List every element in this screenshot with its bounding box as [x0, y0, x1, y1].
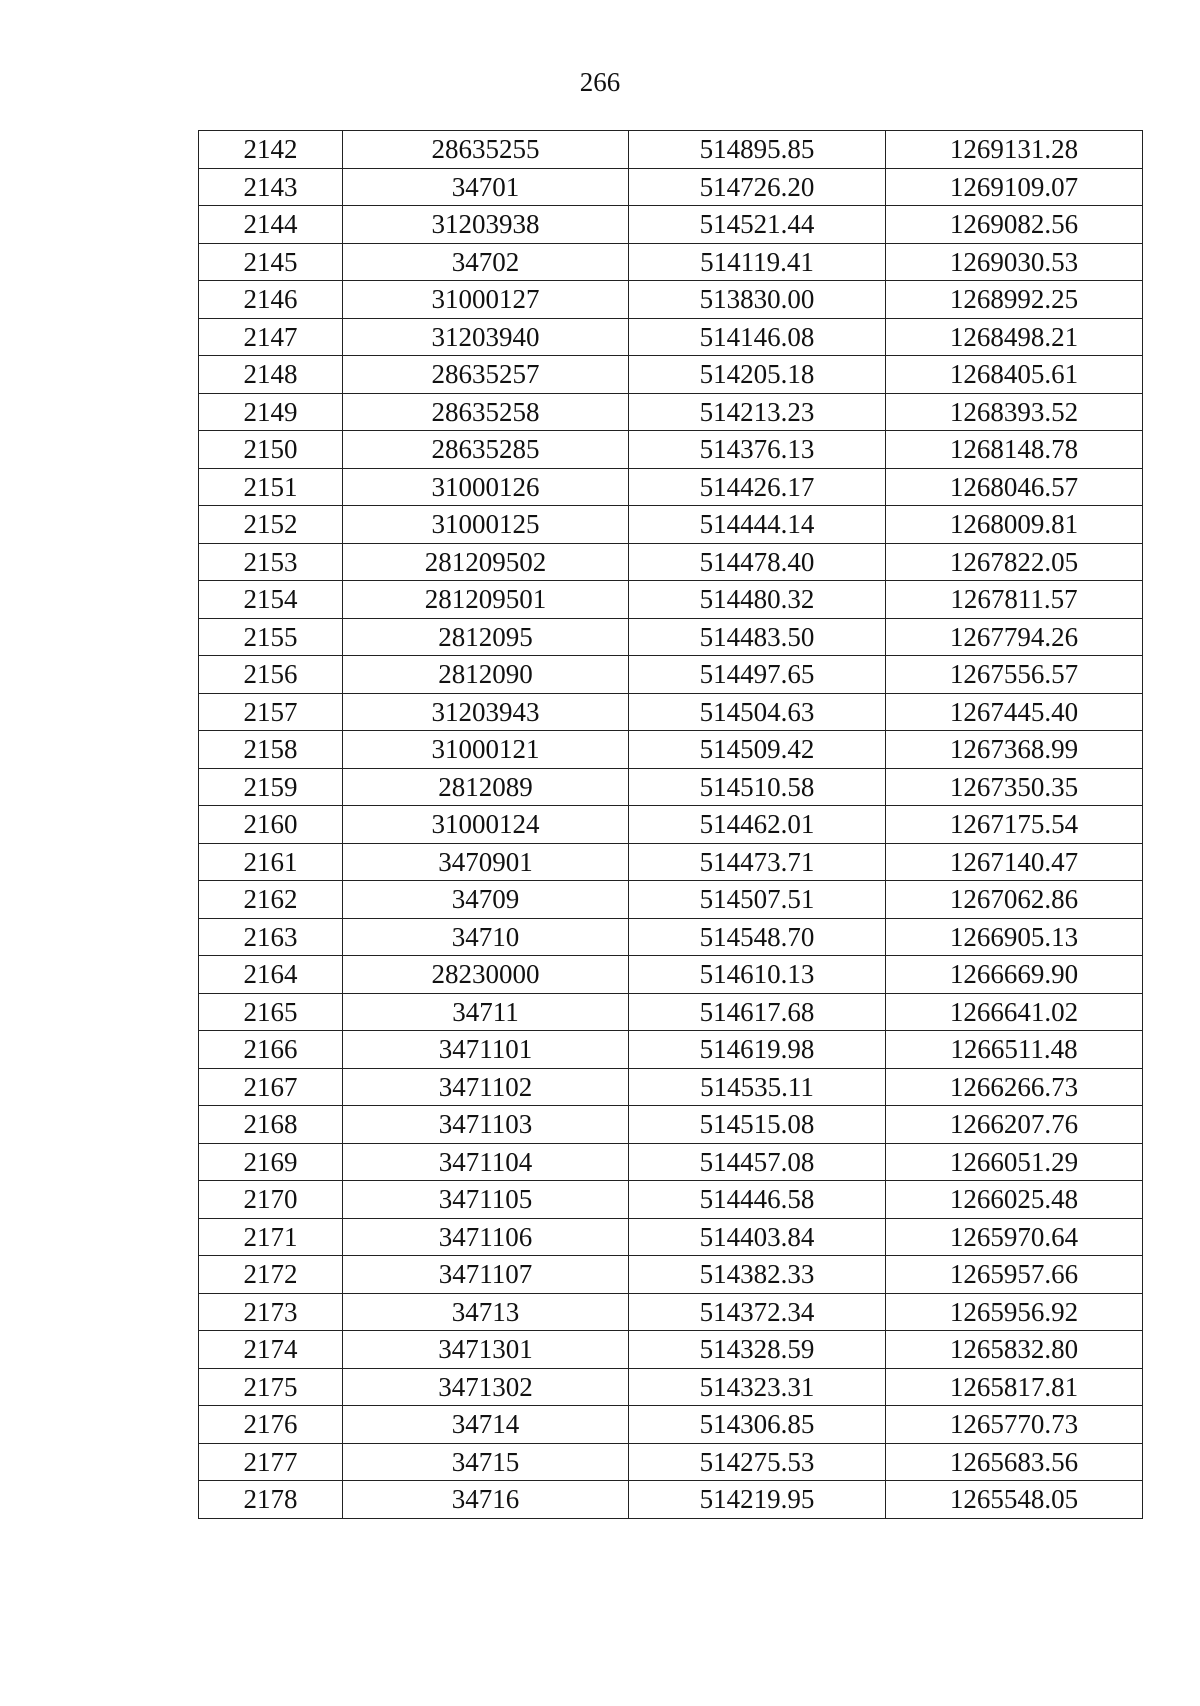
coordinates-table	[198, 130, 1143, 1519]
x-coordinate-cell: 514426.17	[629, 468, 886, 506]
y-coordinate-cell: 1267556.57	[886, 656, 1143, 694]
point-number-cell: 2142	[199, 131, 343, 169]
table-row	[199, 468, 1143, 506]
point-number-cell: 2162	[199, 881, 343, 919]
point-code-cell: 31000126	[343, 468, 629, 506]
x-coordinate-cell: 514403.84	[629, 1218, 886, 1256]
x-coordinate-cell: 514119.41	[629, 243, 886, 281]
y-coordinate-cell: 1265683.56	[886, 1443, 1143, 1481]
table-row	[199, 1406, 1143, 1444]
point-code-cell: 3471101	[343, 1031, 629, 1069]
x-coordinate-cell: 514376.13	[629, 431, 886, 469]
point-number-cell: 2151	[199, 468, 343, 506]
table-row	[199, 1106, 1143, 1144]
point-number-cell: 2149	[199, 393, 343, 431]
y-coordinate-cell: 1266266.73	[886, 1068, 1143, 1106]
x-coordinate-cell: 514483.50	[629, 618, 886, 656]
y-coordinate-cell: 1265548.05	[886, 1481, 1143, 1519]
x-coordinate-cell: 514213.23	[629, 393, 886, 431]
point-number-cell: 2172	[199, 1256, 343, 1294]
x-coordinate-cell: 514504.63	[629, 693, 886, 731]
x-coordinate-cell: 514275.53	[629, 1443, 886, 1481]
table-row	[199, 731, 1143, 769]
y-coordinate-cell: 1268393.52	[886, 393, 1143, 431]
table-row	[199, 693, 1143, 731]
point-code-cell: 3471102	[343, 1068, 629, 1106]
point-number-cell: 2147	[199, 318, 343, 356]
table-row	[199, 581, 1143, 619]
point-number-cell: 2143	[199, 168, 343, 206]
y-coordinate-cell: 1268498.21	[886, 318, 1143, 356]
point-number-cell: 2160	[199, 806, 343, 844]
point-number-cell: 2154	[199, 581, 343, 619]
point-number-cell: 2173	[199, 1293, 343, 1331]
table-row	[199, 243, 1143, 281]
point-number-cell: 2146	[199, 281, 343, 319]
x-coordinate-cell: 514548.70	[629, 918, 886, 956]
table-row	[199, 1331, 1143, 1369]
x-coordinate-cell: 514323.31	[629, 1368, 886, 1406]
point-code-cell: 28230000	[343, 956, 629, 994]
table-row	[199, 1368, 1143, 1406]
y-coordinate-cell: 1267445.40	[886, 693, 1143, 731]
table-row	[199, 1443, 1143, 1481]
point-number-cell: 2144	[199, 206, 343, 244]
point-code-cell: 31000125	[343, 506, 629, 544]
y-coordinate-cell: 1268046.57	[886, 468, 1143, 506]
table-row	[199, 431, 1143, 469]
y-coordinate-cell: 1267140.47	[886, 843, 1143, 881]
x-coordinate-cell: 514619.98	[629, 1031, 886, 1069]
x-coordinate-cell: 514473.71	[629, 843, 886, 881]
point-code-cell: 28635255	[343, 131, 629, 169]
y-coordinate-cell: 1269082.56	[886, 206, 1143, 244]
y-coordinate-cell: 1268009.81	[886, 506, 1143, 544]
point-number-cell: 2166	[199, 1031, 343, 1069]
y-coordinate-cell: 1267175.54	[886, 806, 1143, 844]
y-coordinate-cell: 1265832.80	[886, 1331, 1143, 1369]
table-row	[199, 318, 1143, 356]
point-number-cell: 2150	[199, 431, 343, 469]
x-coordinate-cell: 514507.51	[629, 881, 886, 919]
x-coordinate-cell: 514372.34	[629, 1293, 886, 1331]
y-coordinate-cell: 1269030.53	[886, 243, 1143, 281]
y-coordinate-cell: 1269131.28	[886, 131, 1143, 169]
point-code-cell: 31203940	[343, 318, 629, 356]
point-number-cell: 2156	[199, 656, 343, 694]
point-code-cell: 3471107	[343, 1256, 629, 1294]
y-coordinate-cell: 1266511.48	[886, 1031, 1143, 1069]
point-number-cell: 2163	[199, 918, 343, 956]
table-row	[199, 1293, 1143, 1331]
x-coordinate-cell: 514444.14	[629, 506, 886, 544]
x-coordinate-cell: 514610.13	[629, 956, 886, 994]
point-code-cell: 34701	[343, 168, 629, 206]
point-code-cell: 28635258	[343, 393, 629, 431]
point-code-cell: 34713	[343, 1293, 629, 1331]
point-code-cell: 34709	[343, 881, 629, 919]
x-coordinate-cell: 514515.08	[629, 1106, 886, 1144]
point-number-cell: 2174	[199, 1331, 343, 1369]
table-row	[199, 918, 1143, 956]
y-coordinate-cell: 1269109.07	[886, 168, 1143, 206]
point-number-cell: 2165	[199, 993, 343, 1031]
point-number-cell: 2176	[199, 1406, 343, 1444]
y-coordinate-cell: 1265817.81	[886, 1368, 1143, 1406]
x-coordinate-cell: 514509.42	[629, 731, 886, 769]
point-number-cell: 2164	[199, 956, 343, 994]
table-row	[199, 618, 1143, 656]
table-row	[199, 168, 1143, 206]
x-coordinate-cell: 514497.65	[629, 656, 886, 694]
point-number-cell: 2170	[199, 1181, 343, 1219]
point-code-cell: 34716	[343, 1481, 629, 1519]
x-coordinate-cell: 514726.20	[629, 168, 886, 206]
point-number-cell: 2167	[199, 1068, 343, 1106]
point-number-cell: 2159	[199, 768, 343, 806]
y-coordinate-cell: 1267811.57	[886, 581, 1143, 619]
y-coordinate-cell: 1268992.25	[886, 281, 1143, 319]
point-code-cell: 3471301	[343, 1331, 629, 1369]
x-coordinate-cell: 514480.32	[629, 581, 886, 619]
point-number-cell: 2152	[199, 506, 343, 544]
y-coordinate-cell: 1267794.26	[886, 618, 1143, 656]
y-coordinate-cell: 1268405.61	[886, 356, 1143, 394]
table-row	[199, 506, 1143, 544]
table-row	[199, 656, 1143, 694]
x-coordinate-cell: 514478.40	[629, 543, 886, 581]
table-row	[199, 1031, 1143, 1069]
point-code-cell: 34710	[343, 918, 629, 956]
table-row	[199, 543, 1143, 581]
x-coordinate-cell: 514205.18	[629, 356, 886, 394]
point-code-cell: 34711	[343, 993, 629, 1031]
point-code-cell: 3470901	[343, 843, 629, 881]
table-body	[199, 131, 1143, 1519]
point-code-cell: 31203943	[343, 693, 629, 731]
y-coordinate-cell: 1266025.48	[886, 1181, 1143, 1219]
y-coordinate-cell: 1267368.99	[886, 731, 1143, 769]
table-row	[199, 206, 1143, 244]
point-code-cell: 2812095	[343, 618, 629, 656]
table-row	[199, 356, 1143, 394]
point-code-cell: 281209501	[343, 581, 629, 619]
table-row	[199, 843, 1143, 881]
point-code-cell: 31000121	[343, 731, 629, 769]
point-number-cell: 2169	[199, 1143, 343, 1181]
x-coordinate-cell: 514462.01	[629, 806, 886, 844]
y-coordinate-cell: 1266641.02	[886, 993, 1143, 1031]
point-code-cell: 28635285	[343, 431, 629, 469]
table-row	[199, 993, 1143, 1031]
point-number-cell: 2148	[199, 356, 343, 394]
point-code-cell: 3471103	[343, 1106, 629, 1144]
table-row	[199, 881, 1143, 919]
point-number-cell: 2175	[199, 1368, 343, 1406]
y-coordinate-cell: 1267062.86	[886, 881, 1143, 919]
point-code-cell: 31203938	[343, 206, 629, 244]
point-code-cell: 2812090	[343, 656, 629, 694]
point-code-cell: 3471106	[343, 1218, 629, 1256]
point-number-cell: 2153	[199, 543, 343, 581]
table-row	[199, 281, 1143, 319]
y-coordinate-cell: 1265770.73	[886, 1406, 1143, 1444]
point-code-cell: 3471105	[343, 1181, 629, 1219]
point-code-cell: 281209502	[343, 543, 629, 581]
x-coordinate-cell: 513830.00	[629, 281, 886, 319]
y-coordinate-cell: 1267350.35	[886, 768, 1143, 806]
x-coordinate-cell: 514510.58	[629, 768, 886, 806]
point-number-cell: 2161	[199, 843, 343, 881]
y-coordinate-cell: 1265956.92	[886, 1293, 1143, 1331]
point-number-cell: 2178	[199, 1481, 343, 1519]
point-code-cell: 34702	[343, 243, 629, 281]
point-code-cell: 28635257	[343, 356, 629, 394]
table-row	[199, 1181, 1143, 1219]
y-coordinate-cell: 1268148.78	[886, 431, 1143, 469]
y-coordinate-cell: 1266207.76	[886, 1106, 1143, 1144]
point-number-cell: 2177	[199, 1443, 343, 1481]
point-code-cell: 31000127	[343, 281, 629, 319]
y-coordinate-cell: 1266669.90	[886, 956, 1143, 994]
table-row	[199, 1068, 1143, 1106]
x-coordinate-cell: 514895.85	[629, 131, 886, 169]
y-coordinate-cell: 1266905.13	[886, 918, 1143, 956]
table-row	[199, 956, 1143, 994]
table-row	[199, 1143, 1143, 1181]
table-row	[199, 1481, 1143, 1519]
x-coordinate-cell: 514535.11	[629, 1068, 886, 1106]
point-number-cell: 2145	[199, 243, 343, 281]
point-code-cell: 3471302	[343, 1368, 629, 1406]
point-code-cell: 3471104	[343, 1143, 629, 1181]
point-number-cell: 2168	[199, 1106, 343, 1144]
point-code-cell: 34714	[343, 1406, 629, 1444]
x-coordinate-cell: 514306.85	[629, 1406, 886, 1444]
table-row	[199, 393, 1143, 431]
y-coordinate-cell: 1267822.05	[886, 543, 1143, 581]
point-number-cell: 2158	[199, 731, 343, 769]
page-number: 266	[579, 67, 621, 97]
point-number-cell: 2155	[199, 618, 343, 656]
x-coordinate-cell: 514382.33	[629, 1256, 886, 1294]
x-coordinate-cell: 514146.08	[629, 318, 886, 356]
table-row	[199, 1218, 1143, 1256]
x-coordinate-cell: 514219.95	[629, 1481, 886, 1519]
x-coordinate-cell: 514617.68	[629, 993, 886, 1031]
table-row	[199, 806, 1143, 844]
x-coordinate-cell: 514328.59	[629, 1331, 886, 1369]
y-coordinate-cell: 1265957.66	[886, 1256, 1143, 1294]
point-code-cell: 34715	[343, 1443, 629, 1481]
table-row	[199, 768, 1143, 806]
table-row	[199, 1256, 1143, 1294]
y-coordinate-cell: 1265970.64	[886, 1218, 1143, 1256]
point-code-cell: 31000124	[343, 806, 629, 844]
table-row	[199, 131, 1143, 169]
y-coordinate-cell: 1266051.29	[886, 1143, 1143, 1181]
x-coordinate-cell: 514457.08	[629, 1143, 886, 1181]
point-number-cell: 2171	[199, 1218, 343, 1256]
point-code-cell: 2812089	[343, 768, 629, 806]
point-number-cell: 2157	[199, 693, 343, 731]
x-coordinate-cell: 514446.58	[629, 1181, 886, 1219]
x-coordinate-cell: 514521.44	[629, 206, 886, 244]
